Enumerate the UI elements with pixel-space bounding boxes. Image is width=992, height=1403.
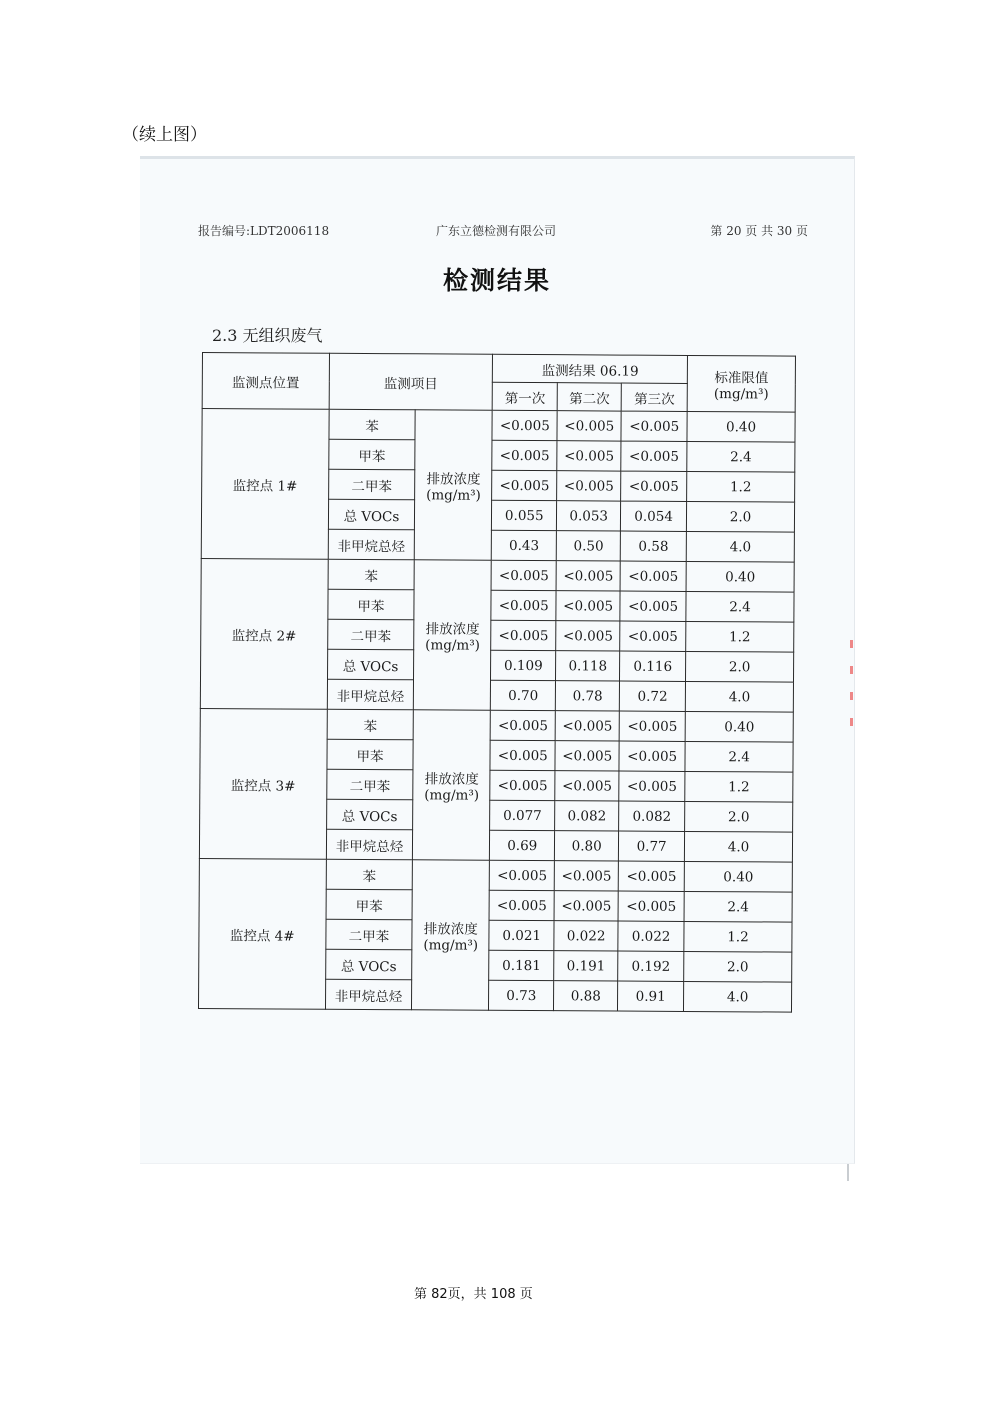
pollutant-name: 二甲苯	[325, 919, 412, 950]
result-third: 0.192	[618, 951, 684, 981]
standard-limit: 2.0	[685, 801, 793, 832]
standard-limit: 2.4	[684, 891, 792, 922]
result-first: <0.005	[492, 440, 557, 470]
result-third: <0.005	[618, 891, 684, 921]
result-third: <0.005	[618, 861, 684, 891]
pollutant-name: 苯	[326, 859, 413, 890]
result-first: <0.005	[490, 740, 555, 770]
result-third: <0.005	[619, 771, 685, 801]
report-number: 报告编号:LDT2006118	[198, 224, 330, 238]
result-third: <0.005	[620, 621, 686, 651]
report-page-info: 第 20 页 共 30 页	[710, 224, 808, 238]
report-title: 检测结果	[442, 266, 551, 295]
result-second: <0.005	[557, 441, 621, 471]
pollutant-name: 二甲苯	[327, 619, 414, 650]
header-location: 监测点位置	[202, 353, 329, 410]
result-third: 0.72	[620, 681, 686, 711]
header-results: 监测结果 06.19	[493, 354, 688, 383]
result-first: <0.005	[490, 860, 555, 890]
concentration-unit: (mg/m³)	[426, 486, 481, 504]
concentration-label: 排放浓度	[423, 920, 478, 938]
pollutant-name: 总 VOCs	[328, 499, 415, 530]
standard-limit: 2.4	[687, 441, 795, 472]
section-heading: 2.3 无组织废气	[212, 326, 323, 345]
pollutant-name: 苯	[329, 409, 416, 440]
result-third: 0.054	[621, 501, 687, 531]
pollutant-name: 甲苯	[326, 889, 413, 920]
result-first: 0.73	[489, 980, 554, 1010]
result-first: 0.69	[490, 830, 555, 860]
result-second: <0.005	[554, 861, 618, 891]
standard-limit: 1.2	[687, 471, 795, 502]
standard-limit: 4.0	[684, 981, 792, 1012]
table-row	[199, 858, 792, 892]
table-row	[200, 708, 793, 742]
standard-limit: 2.0	[687, 501, 795, 532]
standard-limit: 4.0	[686, 531, 794, 562]
result-first: 0.021	[489, 920, 554, 950]
concentration-label-cell	[414, 560, 492, 710]
footer-page-number: 第 82页，共 108 页	[414, 1287, 533, 1302]
pollutant-name: 二甲苯	[326, 769, 413, 800]
pollutant-name: 总 VOCs	[326, 799, 413, 830]
standard-limit: 0.40	[685, 711, 793, 742]
result-first: <0.005	[491, 620, 556, 650]
concentration-label-cell	[415, 410, 493, 560]
standard-limit: 2.4	[686, 591, 794, 622]
pollutant-name: 甲苯	[327, 589, 414, 620]
result-first: <0.005	[491, 590, 556, 620]
standard-limit: 2.0	[686, 651, 794, 682]
result-third: 0.082	[619, 801, 685, 831]
result-third: <0.005	[620, 561, 686, 591]
table-row	[201, 558, 794, 592]
result-second: 0.191	[554, 951, 618, 981]
company-name: 广东立德检测有限公司	[436, 224, 557, 238]
result-first: <0.005	[492, 470, 557, 500]
result-second: 0.053	[557, 501, 621, 531]
pollutant-name: 非甲烷总烃	[326, 829, 413, 860]
result-second: <0.005	[555, 771, 619, 801]
result-first: 0.70	[491, 680, 556, 710]
monitoring-point: 监控点 2#	[200, 558, 328, 709]
concentration-label-cell	[413, 710, 491, 860]
result-first: 0.43	[492, 530, 557, 560]
pollutant-name: 总 VOCs	[327, 649, 414, 680]
result-second: 0.88	[554, 981, 618, 1011]
pollutant-name: 非甲烷总烃	[328, 529, 415, 560]
result-third: 0.58	[620, 531, 686, 561]
result-first: 0.109	[491, 650, 556, 680]
result-third: 0.116	[620, 651, 686, 681]
pollutant-name: 非甲烷总烃	[325, 979, 412, 1010]
standard-limit: 4.0	[685, 831, 793, 862]
result-second: <0.005	[556, 561, 620, 591]
monitoring-point: 监控点 1#	[201, 409, 329, 560]
header-limit-unit: (mg/m³)	[713, 385, 769, 402]
result-first: <0.005	[490, 770, 555, 800]
standard-limit: 0.40	[686, 561, 794, 592]
result-second: 0.082	[555, 801, 619, 831]
concentration-label: 排放浓度	[426, 470, 481, 488]
pollutant-name: 苯	[328, 559, 415, 590]
result-first: <0.005	[489, 890, 554, 920]
standard-limit: 0.40	[684, 861, 792, 892]
result-first: <0.005	[492, 410, 557, 440]
result-third: <0.005	[621, 441, 687, 471]
result-first: <0.005	[491, 560, 556, 590]
result-third: <0.005	[621, 411, 687, 441]
monitoring-point: 监控点 3#	[199, 708, 327, 859]
result-third: 0.022	[618, 921, 684, 951]
result-third: <0.005	[619, 711, 685, 741]
monitoring-point: 监控点 4#	[198, 858, 326, 1009]
standard-limit: 1.2	[686, 621, 794, 652]
result-second: <0.005	[554, 891, 618, 921]
result-second: 0.78	[556, 681, 620, 711]
result-second: <0.005	[557, 471, 621, 501]
header-limit-label: 标准限值	[714, 369, 769, 386]
result-third: 0.77	[619, 831, 685, 861]
results-table	[198, 352, 796, 1013]
concentration-unit: (mg/m³)	[423, 936, 479, 954]
result-third: <0.005	[621, 471, 687, 501]
result-second: <0.005	[555, 741, 619, 771]
result-second: <0.005	[556, 591, 620, 621]
result-second: 0.50	[556, 531, 620, 561]
header-item: 监测项目	[329, 353, 493, 410]
result-third: <0.005	[619, 741, 685, 771]
concentration-label: 排放浓度	[424, 770, 479, 788]
header-third: 第三次	[621, 383, 687, 411]
standard-limit: 2.4	[685, 741, 793, 772]
scanned-report-page	[140, 156, 855, 1164]
pollutant-name: 苯	[327, 709, 414, 740]
standard-limit: 1.2	[685, 771, 793, 802]
pollutant-name: 非甲烷总烃	[327, 679, 414, 710]
result-second: <0.005	[557, 411, 621, 441]
result-first: 0.055	[492, 500, 557, 530]
results-body	[198, 409, 795, 1013]
concentration-label-cell	[412, 860, 490, 1010]
result-second: <0.005	[556, 621, 620, 651]
concentration-unit: (mg/m³)	[425, 636, 480, 654]
concentration-label: 排放浓度	[425, 620, 480, 638]
result-second: <0.005	[555, 711, 619, 741]
result-first: <0.005	[490, 710, 555, 740]
continuation-caption: （续上图）	[122, 125, 207, 145]
standard-limit: 4.0	[685, 681, 793, 712]
pollutant-name: 二甲苯	[328, 469, 415, 500]
result-third: 0.91	[618, 981, 684, 1011]
result-third: <0.005	[620, 591, 686, 621]
header-first: 第一次	[492, 382, 557, 410]
result-second: 0.118	[556, 651, 620, 681]
result-first: 0.077	[490, 800, 555, 830]
result-first: 0.181	[489, 950, 554, 980]
scan-artifact-marks	[850, 640, 856, 750]
standard-limit: 1.2	[684, 921, 792, 952]
standard-limit: 2.0	[684, 951, 792, 982]
pollutant-name: 甲苯	[327, 739, 414, 770]
concentration-unit: (mg/m³)	[424, 786, 480, 804]
table-row	[202, 409, 795, 443]
pollutant-name: 甲苯	[328, 439, 415, 470]
header-second: 第二次	[557, 383, 621, 411]
header-limit	[687, 355, 795, 412]
result-second: 0.80	[555, 831, 619, 861]
standard-limit: 0.40	[687, 411, 795, 442]
result-second: 0.022	[554, 921, 618, 951]
pollutant-name: 总 VOCs	[325, 949, 412, 980]
